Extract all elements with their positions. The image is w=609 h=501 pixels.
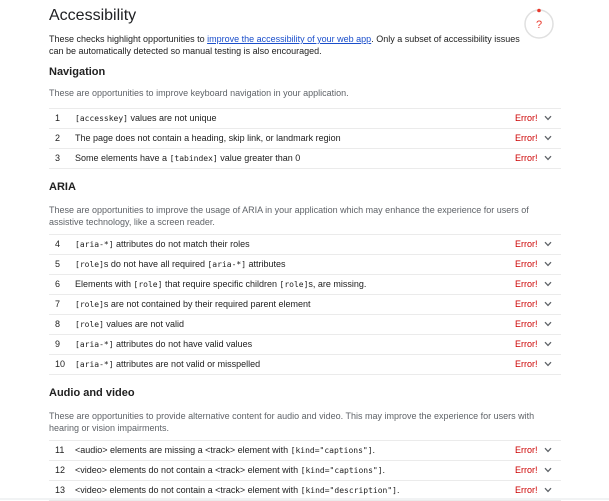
audit-title-part: <audio> xyxy=(75,445,108,455)
audit-title xyxy=(75,335,252,354)
audit-number: 7 xyxy=(55,299,61,309)
audit-title-part: s do not have all required xyxy=(103,259,208,269)
audit-number: 10 xyxy=(55,359,66,369)
chevron-down-icon[interactable] xyxy=(544,115,552,121)
audit-title xyxy=(75,461,385,480)
audit-title-part: . xyxy=(372,445,376,455)
audit-code: [role] xyxy=(279,280,309,289)
audit-row[interactable] xyxy=(49,441,561,461)
audit-title-part: attributes are not valid or misspelled xyxy=(113,359,261,369)
audit-number: 4 xyxy=(55,239,61,249)
audit-list xyxy=(49,234,561,375)
audit-status-error: Error! xyxy=(515,485,538,495)
accessibility-link[interactable]: improve the accessibility of your web app xyxy=(207,34,372,44)
chevron-down-icon[interactable] xyxy=(544,301,552,307)
chevron-down-icon[interactable] xyxy=(544,135,552,141)
audit-title-part: elements do not contain a xyxy=(107,465,216,475)
audit-status-error: Error! xyxy=(515,299,538,309)
audit-title xyxy=(75,149,300,168)
audit-number: 3 xyxy=(55,153,61,163)
audit-title-part: attributes do not match their roles xyxy=(113,239,250,249)
audit-code: [aria-*] xyxy=(75,240,114,249)
audit-title-part: <track> xyxy=(205,445,236,455)
audit-title-part: attributes xyxy=(246,259,286,269)
audit-title-part: that require specific children xyxy=(162,279,280,289)
audit-title-part: <track> xyxy=(215,485,246,495)
audit-row[interactable] xyxy=(49,255,561,275)
audit-code: [aria-*] xyxy=(207,260,247,269)
audit-code: [accesskey] xyxy=(75,114,128,123)
audit-title-part: <track> xyxy=(215,465,246,475)
audit-title-part: value greater than 0 xyxy=(217,153,301,163)
audit-row[interactable] xyxy=(49,129,561,149)
audit-title-part: element with xyxy=(235,445,291,455)
audit-status-error: Error! xyxy=(515,359,538,369)
audit-title-part: values are not unique xyxy=(127,113,217,123)
section-title: Audio and video xyxy=(49,387,135,399)
chevron-down-icon[interactable] xyxy=(544,241,552,247)
section-description: These are opportunities to improve the usage of ARIA in your application which may enhance the experience for users of assistive technology, like a screen reader. xyxy=(49,205,529,227)
audit-title-part: Some elements have a xyxy=(75,153,170,163)
audit-status-error: Error! xyxy=(515,465,538,475)
audit-code: [aria-*] xyxy=(75,360,114,369)
category-description xyxy=(49,33,527,57)
audit-number: 5 xyxy=(55,259,61,269)
audit-title-part: The page does not contain a heading, skip link, or landmark region xyxy=(75,133,341,143)
chevron-down-icon[interactable] xyxy=(544,321,552,327)
audit-title xyxy=(75,355,260,374)
audit-title-part: element with xyxy=(245,465,301,475)
audit-title xyxy=(75,275,366,294)
audit-title-part: elements are missing a xyxy=(107,445,206,455)
audit-row[interactable] xyxy=(49,295,561,315)
chevron-down-icon[interactable] xyxy=(544,155,552,161)
audit-code: [kind="description"] xyxy=(300,486,397,495)
section-title: ARIA xyxy=(49,181,76,193)
audit-number: 8 xyxy=(55,319,61,329)
audit-code: [role] xyxy=(75,320,104,329)
audit-status-error: Error! xyxy=(515,319,538,329)
score-gauge-icon xyxy=(523,8,555,40)
audit-title xyxy=(75,295,311,314)
audit-title-part: s are not contained by their required parent element xyxy=(103,299,311,309)
audit-number: 9 xyxy=(55,339,61,349)
audit-status-error: Error! xyxy=(515,239,538,249)
audit-title-part: . xyxy=(382,465,386,475)
audit-title-part: elements do not contain a xyxy=(107,485,216,495)
chevron-down-icon[interactable] xyxy=(544,341,552,347)
chevron-down-icon[interactable] xyxy=(544,361,552,367)
category-header xyxy=(49,7,527,57)
audit-list xyxy=(49,440,561,501)
audit-row[interactable] xyxy=(49,235,561,255)
audit-number: 13 xyxy=(55,485,66,495)
score-gauge[interactable] xyxy=(523,8,555,40)
audit-status-error: Error! xyxy=(515,279,538,289)
audit-code: [role] xyxy=(75,260,104,269)
audit-number: 2 xyxy=(55,133,61,143)
audit-code: [role] xyxy=(75,300,104,309)
description-text: These checks highlight opportunities to xyxy=(49,34,208,44)
audit-list xyxy=(49,108,561,169)
audit-title-part: values are not valid xyxy=(103,319,184,329)
section-description: These are opportunities to provide alternative content for audio and video. This may improve the experience for users with hearing or vision impairments. xyxy=(49,411,535,433)
audit-title-part: . xyxy=(396,485,400,495)
audit-number: 12 xyxy=(55,465,66,475)
audit-title-part: <video> xyxy=(75,485,108,495)
audit-title-part: attributes do not have valid values xyxy=(113,339,253,349)
audit-code: [kind="captions"] xyxy=(290,446,373,455)
audit-title-part: Elements with xyxy=(75,279,134,289)
audit-row[interactable] xyxy=(49,335,561,355)
chevron-down-icon[interactable] xyxy=(544,487,552,493)
audit-row[interactable] xyxy=(49,461,561,481)
audit-number: 11 xyxy=(55,445,65,455)
section-audio-video xyxy=(49,387,561,501)
section-aria xyxy=(49,181,561,375)
section-description: These are opportunities to improve keyboard navigation in your application. xyxy=(49,88,349,98)
audit-row[interactable] xyxy=(49,149,561,169)
audit-title xyxy=(75,315,184,334)
audit-title xyxy=(75,109,217,128)
category-title: Accessibility xyxy=(49,7,137,24)
audit-code: [aria-*] xyxy=(75,340,114,349)
audit-row[interactable] xyxy=(49,315,561,335)
audit-row[interactable] xyxy=(49,109,561,129)
audit-title-part: <video> xyxy=(75,465,108,475)
audit-status-error: Error! xyxy=(515,133,538,143)
audit-title xyxy=(75,129,341,148)
audit-title xyxy=(75,235,250,254)
audit-status-error: Error! xyxy=(515,113,538,123)
section-title: Navigation xyxy=(49,66,106,78)
audit-status-error: Error! xyxy=(515,445,538,455)
chevron-down-icon[interactable] xyxy=(544,467,552,473)
audit-status-error: Error! xyxy=(515,339,538,349)
audit-code: [tabindex] xyxy=(169,154,218,163)
chevron-down-icon[interactable] xyxy=(544,447,552,453)
audit-code: [role] xyxy=(133,280,163,289)
score-value: ? xyxy=(535,19,543,31)
chevron-down-icon[interactable] xyxy=(544,281,552,287)
audit-row[interactable] xyxy=(49,355,561,375)
section-navigation xyxy=(49,66,561,169)
audit-row[interactable] xyxy=(49,275,561,295)
chevron-down-icon[interactable] xyxy=(544,261,552,267)
audit-title-part: s, are missing. xyxy=(308,279,367,289)
audit-title-part: element with xyxy=(245,485,301,495)
audit-number: 1 xyxy=(55,113,61,123)
audit-status-error: Error! xyxy=(515,259,538,269)
audit-number: 6 xyxy=(55,279,61,289)
description-text-end: . Only a subset of accessibility issues can be automatically detected so manual testing is also encouraged. xyxy=(49,34,520,56)
audit-status-error: Error! xyxy=(515,153,538,163)
audit-title xyxy=(75,441,375,460)
audit-code: [kind="captions"] xyxy=(300,466,383,475)
audit-title xyxy=(75,255,286,274)
